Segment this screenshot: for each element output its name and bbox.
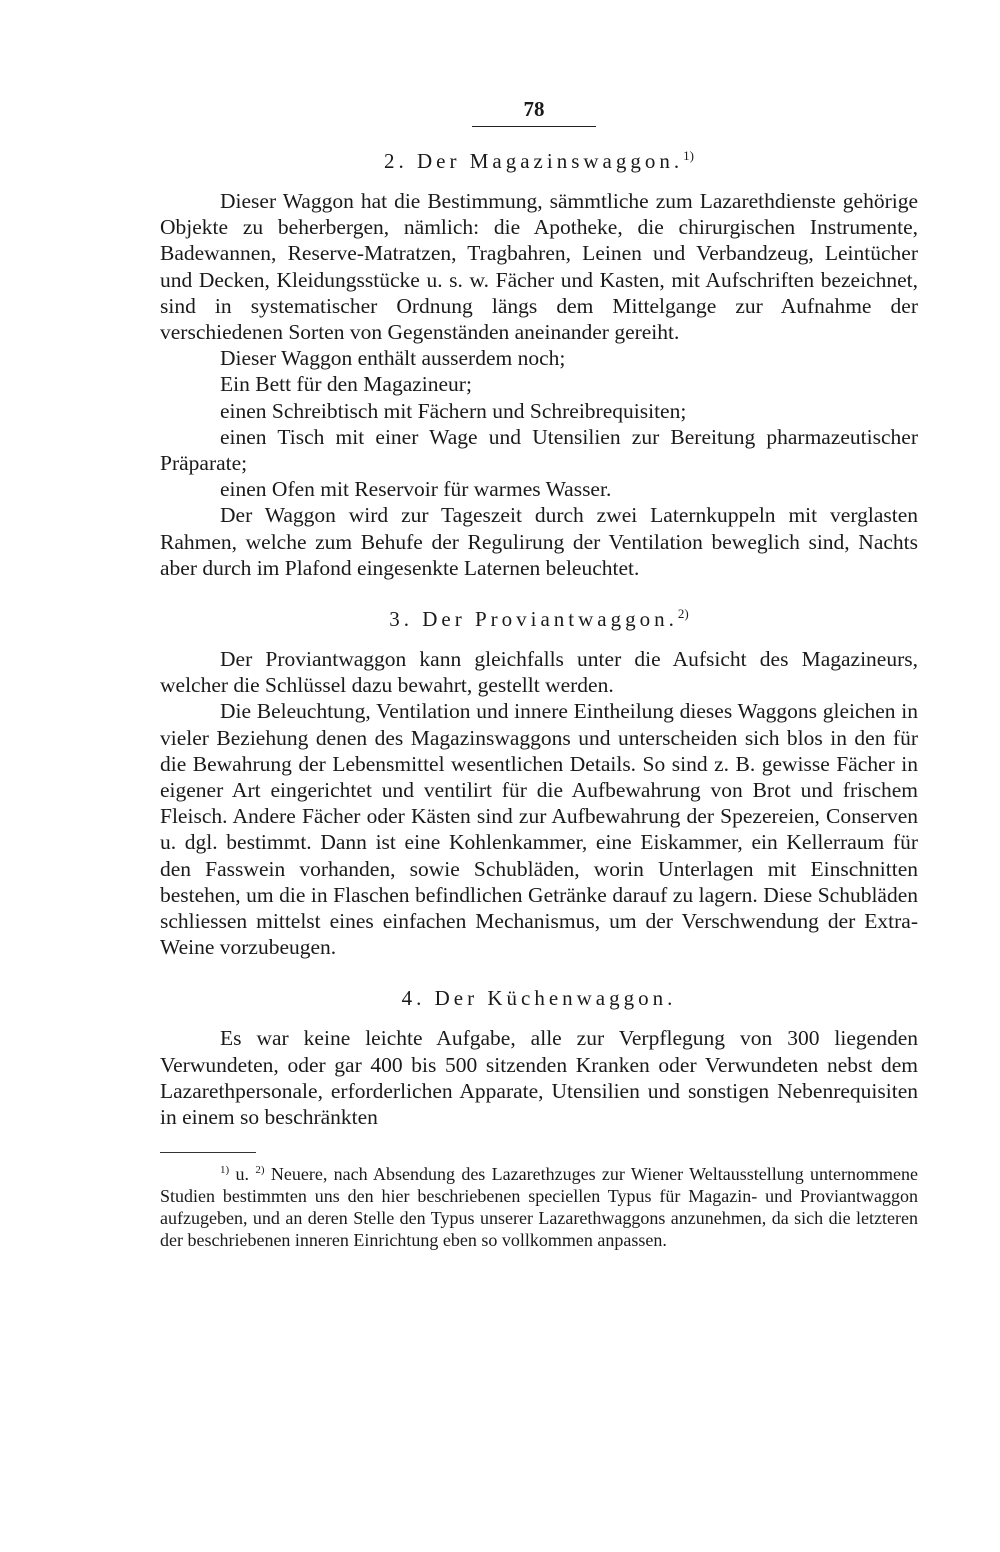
footnote-marker: 2) bbox=[677, 606, 689, 622]
list-item: Ein Bett für den Magazineur; bbox=[220, 372, 472, 397]
paragraph: Es war keine leichte Aufgabe, alle zur Verpflegung von 300 liegenden Verwundeten, oder gar 400 bis 500 sitzenden Kranken oder Verwundeten nebst dem Lazarethpersonale, erforderlichen Apparate, Utensilien und sonstigen Nebenrequisiten in einem so beschränkten bbox=[160, 1026, 918, 1130]
footnote: $^{1)}$ u. $^{2)}$ Neuere, nach Absendung des Lazarethzuges zur Wiener Weltausstellung unternommene Studien bestimmten uns den hier beschriebenen speciellen Typus für Magazin- und Proviantwaggon aufzugeben, und an deren Stelle den Typus unserer Lazarethwaggons anzunehmen, da sich die letzteren der beschriebenen inneren Einrichtung eben so vollkommen anpassen. bbox=[160, 1164, 919, 1251]
paragraph: Dieser Waggon hat die Bestimmung, sämmtliche zum Lazarethdienste gehörige Objekte zu beherbergen, nämlich: die Apotheke, die chirurgischen Instrumente, Badewannen, Reserve-Matratzen, Tragbahren, Leinen und Verbandzeug, Leintücher und Decken, Kleidungsstücke u. s. w. Fächer und Kasten, mit Aufschriften bezeichnet, sind in systematischer Ordnung längs dem Mittelgange zur Aufnahme der verschiedenen Sorten von Gegenständen aneinander gereiht. bbox=[160, 189, 918, 345]
section-heading: 3. Der Proviantwaggon.$^{2)}$ bbox=[389, 606, 689, 632]
document-page bbox=[160, 96, 918, 1251]
section-proviantwaggon bbox=[160, 599, 918, 960]
section-magazinswaggon bbox=[160, 141, 918, 581]
paragraph: Der Proviantwaggon kann gleichfalls unter die Aufsicht des Magazineurs, welcher die Schlüssel dazu bewahrt, gestellt werden. bbox=[160, 647, 918, 698]
paragraph: Dieser Waggon enthält ausserdem noch; bbox=[220, 346, 566, 371]
list-item: einen Schreibtisch mit Fächern und Schreibrequisiten; bbox=[220, 398, 687, 423]
footnote-divider bbox=[160, 1152, 256, 1153]
paragraph: Der Waggon wird zur Tageszeit durch zwei Laternkuppeln mit verglasten Rahmen, welche zum Behufe der Regulirung der Ventilation beweglich sind, Nachts aber durch im Plafond eingesenkte Laternen beleuchtet. bbox=[160, 503, 918, 580]
list-item: einen Tisch mit einer Wage und Utensilien zur Bereitung pharmazeutischer Präparate; bbox=[160, 424, 918, 476]
list-item: einen Ofen mit Reservoir für warmes Wasser. bbox=[220, 477, 612, 502]
paragraph: Die Beleuchtung, Ventilation und innere Eintheilung dieses Waggons gleichen in vieler Beziehung denen des Magazinswaggons und unterscheiden sich blos in den für die Bewahrung der Lebensmittel wesentlichen Details. So sind z. B. gewisse Fächer in eigener Art eingerichtet und ventilirt für die Aufbewahrung von Brot und frischem Fleisch. Andere Fächer oder Kästen sind zur Aufbewahrung der Spezereien, Conserven u. dgl. bestimmt. Dann ist eine Kohlenkammer, eine Eiskammer, ein Kellerraum für den Fasswein vorhanden, sowie Schubläden, worin Unterlagen mit Einschnitten bestehen, um die in Flaschen befindlichen Getränke darauf zu lagern. Diese Schubläden schliessen mittelst eines einfachen Mechanismus, um der Verschwendung der Extra-Weine vorzubeugen. bbox=[160, 699, 918, 960]
section-heading: 4. Der Küchenwaggon. bbox=[401, 986, 677, 1011]
section-kuechenwaggon bbox=[160, 978, 918, 1130]
footnote-marker: 1) bbox=[683, 148, 694, 163]
page-number: 78 bbox=[472, 96, 596, 127]
section-heading: 2. Der Magazinswaggon.$^{1)}$ bbox=[384, 148, 694, 173]
